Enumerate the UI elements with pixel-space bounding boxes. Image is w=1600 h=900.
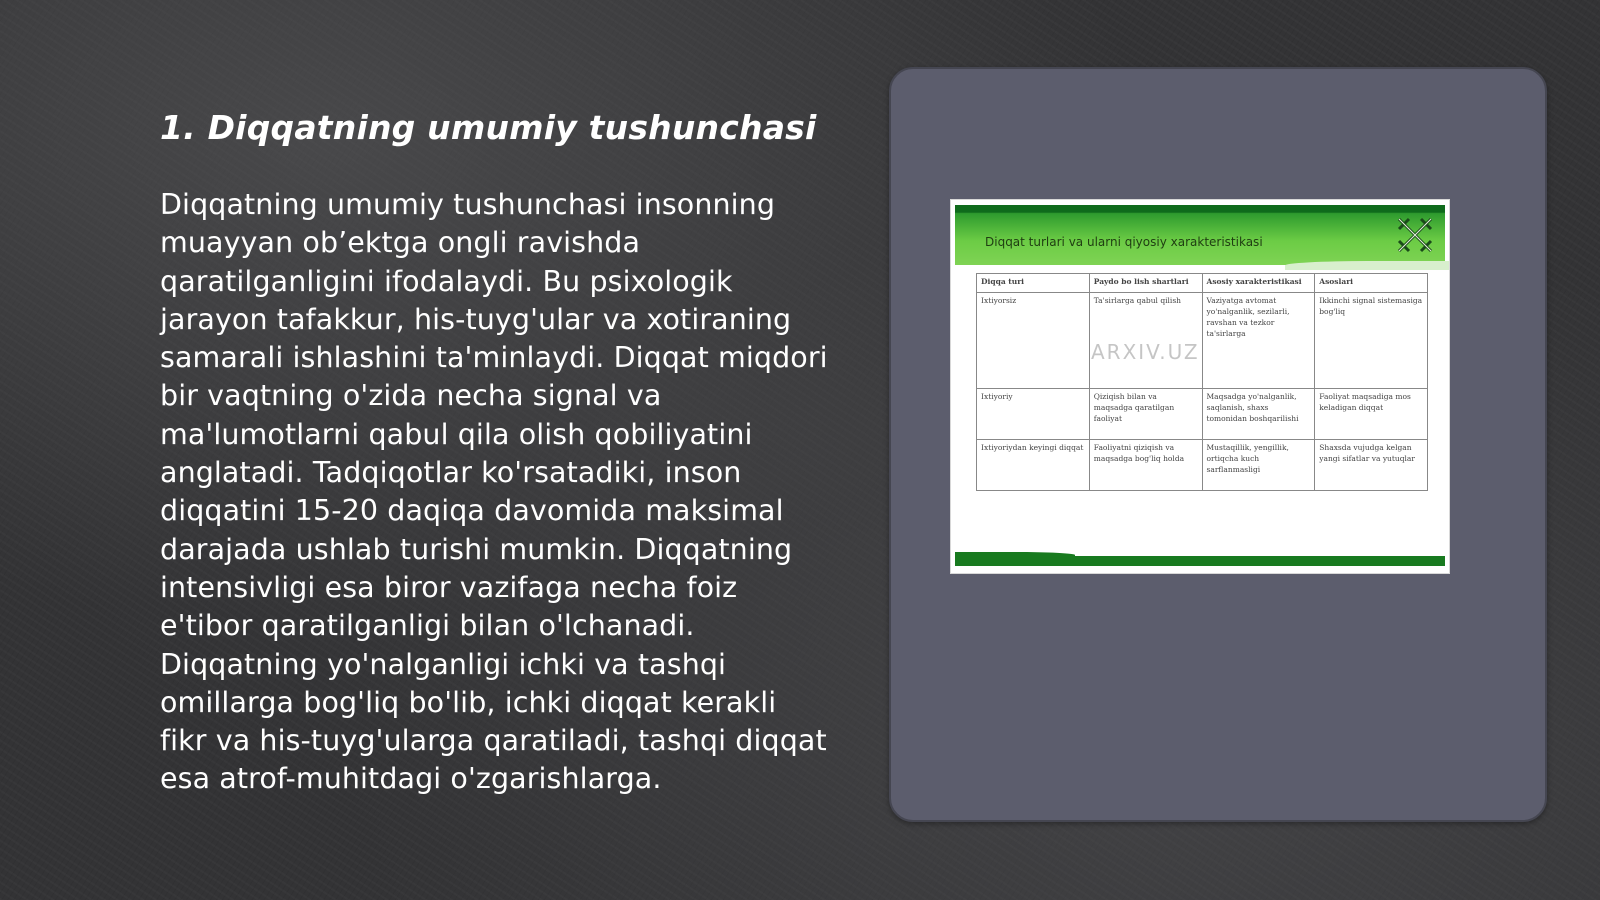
embedded-image-header	[955, 205, 1445, 265]
table-row	[977, 293, 1428, 389]
table-cell: Shaxsda vujudga kelgan yangi sifatlar va yutuqlar	[1315, 440, 1428, 491]
table-cell: Ta'sirlarga qabul qilish	[1089, 293, 1202, 389]
table-cell: Faoliyatni qiziqish va maqsadga bog'liq holda	[1089, 440, 1202, 491]
table-cell: Ixtiyoriydan keyingi diqqat	[977, 440, 1090, 491]
table-cell: Mustaqillik, yengillik, ortiqcha kuch sarflanmasligi	[1202, 440, 1315, 491]
table-row	[977, 440, 1428, 491]
table-cell: Maqsadga yo'nalganlik, saqlanish, shaxs tomonidan boshqarilishi	[1202, 389, 1315, 440]
slide-body-text: Diqqatning umumiy tushunchasi insonning muayyan ob’ektga ongli ravishda qaratilganligini ifodalaydi. Bu psixologik jarayon tafakkur, his-tuyg'ular va xotiraning samarali ishlashini ta'minlaydi. Diqqat miqdori bir vaqtning o'zida necha signal va ma'lumotlarni qabul qila olish qobiliyatini anglatadi. Tadqiqotlar ko'rsatadiki, inson diqqatini 15-20 daqiqa davomida maksimal darajada ushlab turishi mumkin. Diqqatning intensivligi esa biror vazifaga necha foiz e'tibor qaratilganligi bilan o'lchanadi. Diqqatning yo'nalganligi ichki va tashqi omillarga bog'liq bo'lib, ichki diqqat kerakli fikr va his-tuyg'ularga qaratiladi, tashqi diqqat esa atrof-muhitdagi o'zgarishlarga.	[160, 188, 828, 796]
table-header-cell: Paydo bo lish shartlari	[1089, 274, 1202, 293]
table-cell: Vaziyatga avtomat yo'nalganlik, sezilarli, ravshan va tezkor ta'sirlarga	[1202, 293, 1315, 389]
table-cell: Ixtiyorsiz	[977, 293, 1090, 389]
table-header-cell: Asosiy xarakteristikasi	[1202, 274, 1315, 293]
table-header-row	[977, 274, 1428, 293]
header-decorative-curve	[1285, 261, 1449, 270]
table-row	[977, 389, 1428, 440]
slide-title: 1. Diqqatning umumiy tushunchasi	[160, 108, 817, 147]
embedded-table-image	[950, 199, 1450, 574]
table-cell: Ixtiyoriy	[977, 389, 1090, 440]
table-header-cell: Asoslari	[1315, 274, 1428, 293]
watermark-text: ARXIV.UZ	[1091, 340, 1200, 364]
table-cell: Qiziqish bilan va maqsadga qaratilgan faoliyat	[1089, 389, 1202, 440]
table-cell: Faoliyat maqsadiga mos keladigan diqqat	[1315, 389, 1428, 440]
embedded-image-header-title: Diqqat turlari va ularni qiyosiy xarakteristikasi	[985, 235, 1263, 249]
table-cell: Ikkinchi signal sistemasiga bog'liq	[1315, 293, 1428, 389]
embedded-image-footer-bar	[955, 556, 1445, 566]
ornament-logo-icon	[1395, 215, 1435, 255]
comparison-table	[976, 273, 1428, 491]
table-header-cell: Diqqa turi	[977, 274, 1090, 293]
